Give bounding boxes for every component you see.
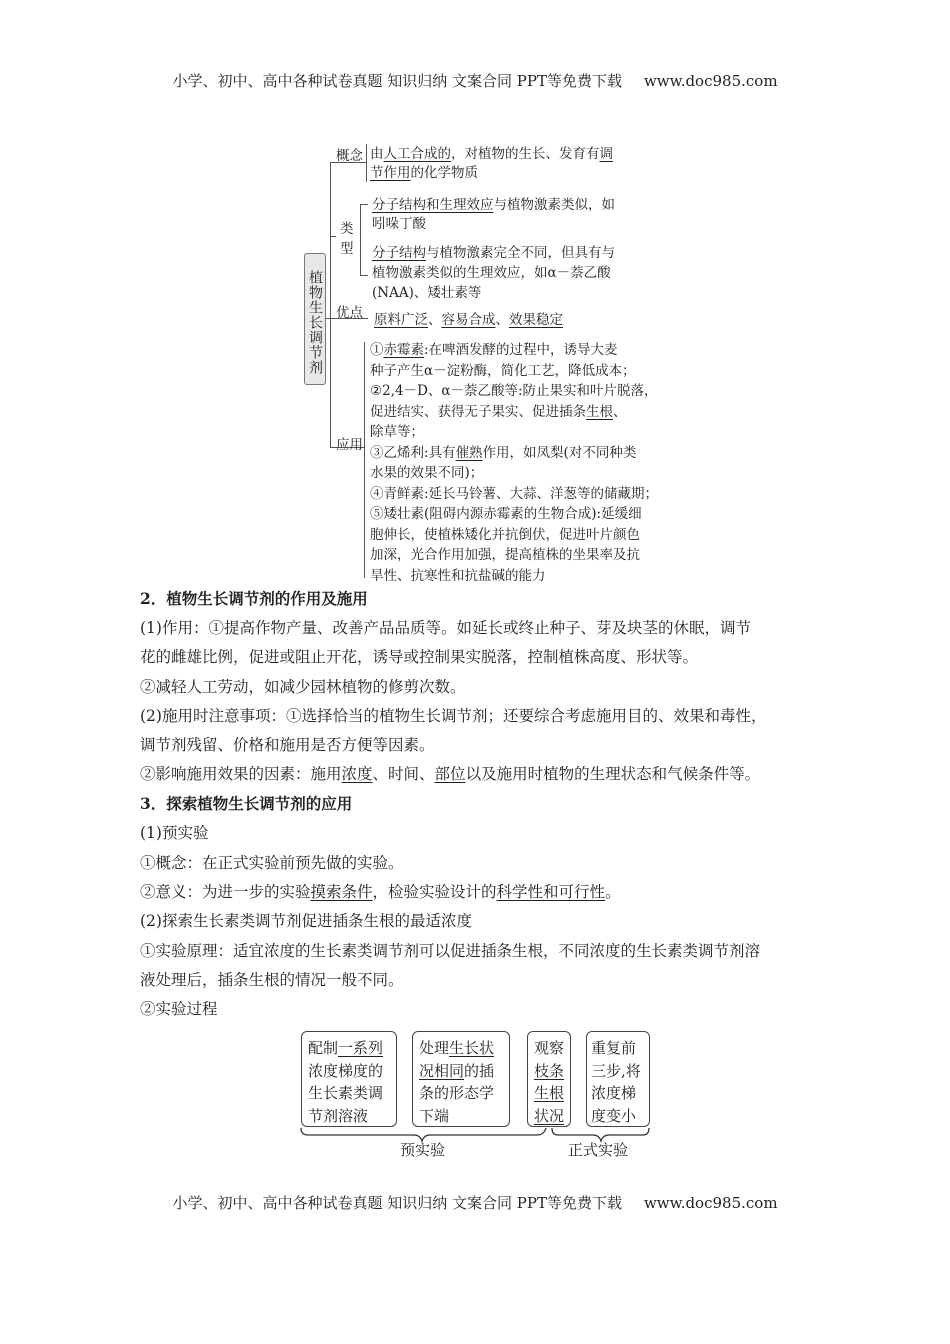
concept-t1: 人工合成的: [383, 146, 451, 162]
app-line-3: 促进结实、获得无子果实、促进插条生根、: [370, 403, 627, 420]
type-label-1: 类: [340, 221, 354, 237]
label-pre-experiment: 预实验: [400, 1141, 446, 1159]
s3-p7: ②实验过程: [140, 1000, 218, 1018]
app-bracket: [364, 342, 365, 578]
flow-box-observe: 观察 枝条 生根 状况: [527, 1031, 571, 1127]
app-line-2: ②2,4－D、α－萘乙酸等:防止果实和叶片脱落，: [370, 383, 658, 399]
concept-line-2: [370, 164, 478, 182]
concept-bracket: [366, 144, 367, 182]
app-line-9: 胞伸长，使植株矮化并抗倒伏，促进叶片颜色: [370, 526, 640, 543]
s3-p5: ①实验原理：适宜浓度的生长素类调节剂可以促进插条生根，不同浓度的生长素类调节剂溶: [140, 942, 761, 960]
app-line-4: 除草等；: [370, 424, 424, 440]
type2-t0: 分子结构: [372, 245, 426, 261]
concept-t5: 的化学物质: [410, 165, 478, 181]
type-label-2: 型: [340, 241, 354, 257]
app-block: [370, 340, 658, 586]
adv-label: 优点: [336, 305, 363, 321]
type-tick-1: [360, 204, 368, 205]
header-text: 小学、初中、高中各种试卷真题 知识归纳 文案合同 PPT等免费下载: [172, 72, 622, 90]
type-tick-2: [360, 275, 368, 276]
app-line-6: 水果的效果不同)；: [370, 465, 484, 481]
s3-p3: ②意义：为进一步的实验摸索条件，检验实验设计的科学性和可行性。: [140, 883, 621, 901]
app-line-7: ④青鲜素:延长马铃薯、大蒜、洋葱等的储藏期；: [370, 485, 659, 502]
type2-line-1: [372, 244, 615, 262]
adv-t1: 、: [428, 312, 442, 328]
app-line-10: 加深，光合作用加强，提高植株的坐果率及抗: [370, 547, 640, 563]
type2-line-3: (NAA)、矮壮素等: [372, 285, 482, 301]
adv-t3: 、: [495, 312, 509, 328]
s2-p1: (1)作用：①提高作物产量、改善产品品质等。如延长或终止种子、芽及块茎的休眠，调节: [140, 619, 751, 637]
concept-label: 概念: [336, 148, 363, 164]
adv-line: [374, 311, 563, 329]
type1-t1: 与植物激素类似，如: [493, 197, 615, 213]
app-label: 应用: [336, 437, 363, 453]
s3-p6: 液处理后，插条生根的情况一般不同。: [140, 971, 404, 989]
app-line-8: ⑤矮壮素(阻碍内源赤霉素的生物合成):延缓细: [370, 506, 642, 522]
type2-line-2: 植物激素类似的生理效应，如α－萘乙酸: [372, 265, 611, 281]
spine-line: [330, 162, 331, 447]
s2-p2: 花的雌雄比例，促进或阻止开花，诱导或控制果实脱落，控制植株高度、形状等。: [140, 648, 699, 666]
adv-t0: 原料广泛: [374, 312, 428, 328]
footer-text: 小学、初中、高中各种试卷真题 知识归纳 文案合同 PPT等免费下载: [172, 1194, 622, 1212]
diagram-root: 植物生长调节剂: [304, 253, 326, 385]
flow-box-repeat: 重复前 三步,将 浓度梯 度变小: [586, 1031, 650, 1127]
type1-t0: 分子结构和生理效应: [372, 197, 494, 213]
flow-box-treat: 处理生长状 况相同的插 条的形态学 下端: [412, 1031, 510, 1127]
section-3-title: 3．探索植物生长调节剂的应用: [140, 794, 353, 813]
concept-line-1: [370, 145, 613, 163]
adv-t4: 效果稳定: [509, 312, 563, 328]
footer-url[interactable]: www.doc985.com: [643, 1194, 778, 1212]
concept-t0: 由: [370, 146, 384, 162]
app-line-1: 种子产生α－淀粉酶，简化工艺，降低成本；: [370, 362, 636, 379]
adv-t2: 容易合成: [441, 312, 496, 328]
s2-p3: ②减轻人工劳动，如减少园林植物的修剪次数。: [140, 678, 466, 696]
s3-p1: (1)预实验: [140, 824, 209, 842]
s2-p4: (2)施用时注意事项：①选择恰当的植物生长调节剂；还要综合考虑施用目的、效果和毒性，: [140, 707, 767, 725]
type2-t1: 与植物激素完全不同，但具有与: [426, 245, 615, 261]
flow-box-prepare: 配制一系列 浓度梯度的 生长素类调 节剂溶液: [301, 1031, 397, 1127]
s3-p4: (2)探索生长素类调节剂促进插条生根的最适浓度: [140, 912, 472, 930]
app-line-5: ③乙烯利:具有催熟作用，如凤梨(对不同种类: [370, 444, 637, 461]
concept-t2: ，对植物的生长、发育有: [451, 146, 600, 162]
concept-t3: 调: [599, 146, 613, 162]
section-2-title: 2．植物生长调节剂的作用及施用: [140, 589, 368, 608]
s2-p6: ②影响施用效果的因素：施用浓度、时间、部位以及施用时植物的生理状态和气候条件等。: [140, 765, 761, 783]
header-url[interactable]: www.doc985.com: [643, 72, 778, 90]
app-line-11: 旱性、抗寒性和抗盐碱的能力: [370, 567, 546, 584]
concept-t4: 节作用: [370, 165, 411, 181]
s3-p2: ①概念：在正式实验前预先做的实验。: [140, 854, 404, 872]
page-footer: [0, 1192, 950, 1213]
type1-line-1: [372, 196, 615, 214]
page-header: [0, 70, 950, 91]
type-bracket: [360, 204, 361, 276]
branch-type: [330, 236, 336, 237]
app-line-0: ①赤霉素:在啤酒发酵的过程中，诱导大麦: [370, 342, 618, 358]
label-formal-experiment: 正式实验: [568, 1141, 629, 1159]
type1-line-2: 吲哚丁酸: [372, 216, 426, 232]
s2-p5: 调节剂残留、价格和施用是否方便等因素。: [140, 736, 435, 754]
